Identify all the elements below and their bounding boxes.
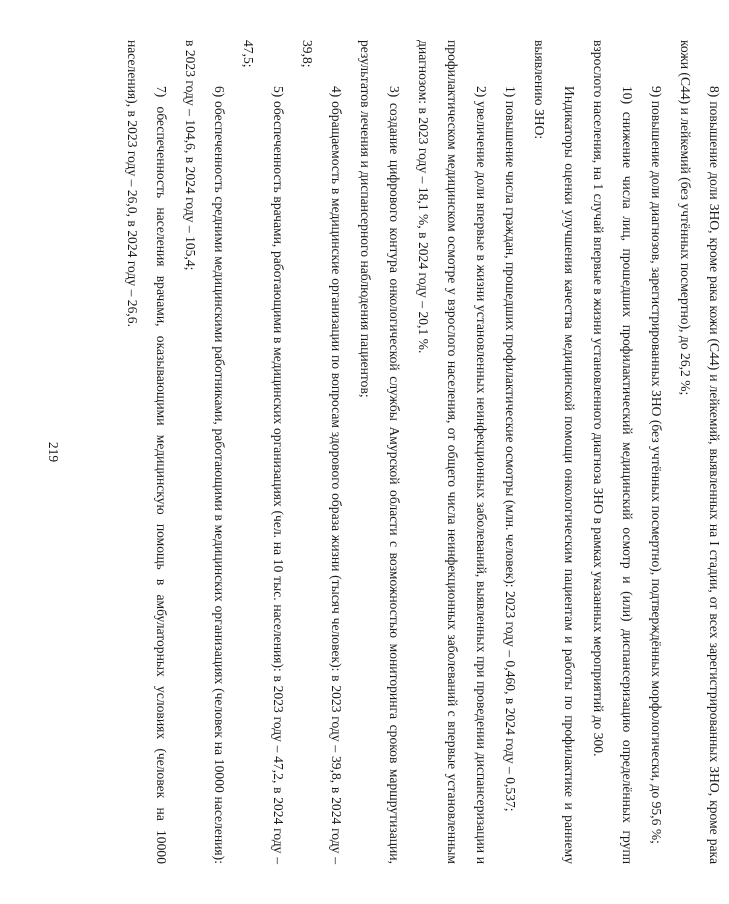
paragraph-item-10: 10) снижение числа лиц, прошедших профилактический медицинский осмотр и (или) диспансеризацию определённых групп взрослого населения, на 1 случай впервые в жизни установленного диагноза ЗНО в рамках указанных мероприятий до 300. <box>590 40 635 864</box>
document-body <box>125 40 729 864</box>
indicator-item-2: 2) увеличение доли впервые в жизни установленных неинфекционных заболеваний, выявленных при проведении диспансеризации и профилактическом медицинском осмотре у взрослого населения, от общего числа неинфекционных заболеваний с впервые установленным диагнозом: в 2023 году – 18,1 %, в 2024 году – 20,1 %. <box>416 40 490 864</box>
paragraph-item-9: 9) повышение доли диагнозов, зарегистрированных ЗНО (без учтённых посмертно), подтверждённых морфологически, до 95,6 %; <box>648 86 664 844</box>
indicators-heading: Индикаторы оценки улучшения качества медицинской помощи онкологическим пациентам и работы по профилактике и раннему выявлению ЗНО: <box>532 40 577 864</box>
indicator-item-3: 3) создание цифрового контура онкологической службы Амурской области с возможностью мониторинга сроков маршрутизации, результатов лечения и диспансерного наблюдения пациентов; <box>357 40 402 864</box>
indicator-item-5: 5) обеспеченность врачами, работающими в медицинских организациях (чел. на 10 тыс. населения): в 2023 году – 47,2, в 2024 году – 47,5; <box>241 40 286 864</box>
indicator-item-7: 7) обеспеченность населения врачами, оказывающими медицинскую помощь в амбулаторных условиях (человек на 10000 населения), в 2023 году – 26,0, в 2024 году – 26,6. <box>125 40 170 864</box>
paragraph-item-8: 8) повышение доли ЗНО, кроме рака кожи (С44) и лейкемий, выявленных на I стадии, от всех зарегистрированных ЗНО, кроме рака кожи (С44) и лейкемий (без учтённых посмертно), до 26,2 %; <box>677 40 722 864</box>
page-number <box>40 0 66 904</box>
indicator-item-6: 6) обеспеченность средними медицинскими работниками, работающими в медицинских организациях (человек на 10000 населения): в 2023 году – 104,6, в 2024 году – 105,4; <box>183 40 228 864</box>
indicator-item-1: 1) повышение числа граждан, прошедших профилактические осмотры (млн. человек): 2023 году – 0,460, в 2024 году – 0,537; <box>503 86 519 812</box>
indicator-item-4: 4) обращаемость в медицинские организации по вопросам здорового образа жизни (тысяч человек): в 2023 году – 39,8, в 2024 году – 39,8; <box>299 40 344 864</box>
page-number-text: 219 <box>46 441 61 463</box>
